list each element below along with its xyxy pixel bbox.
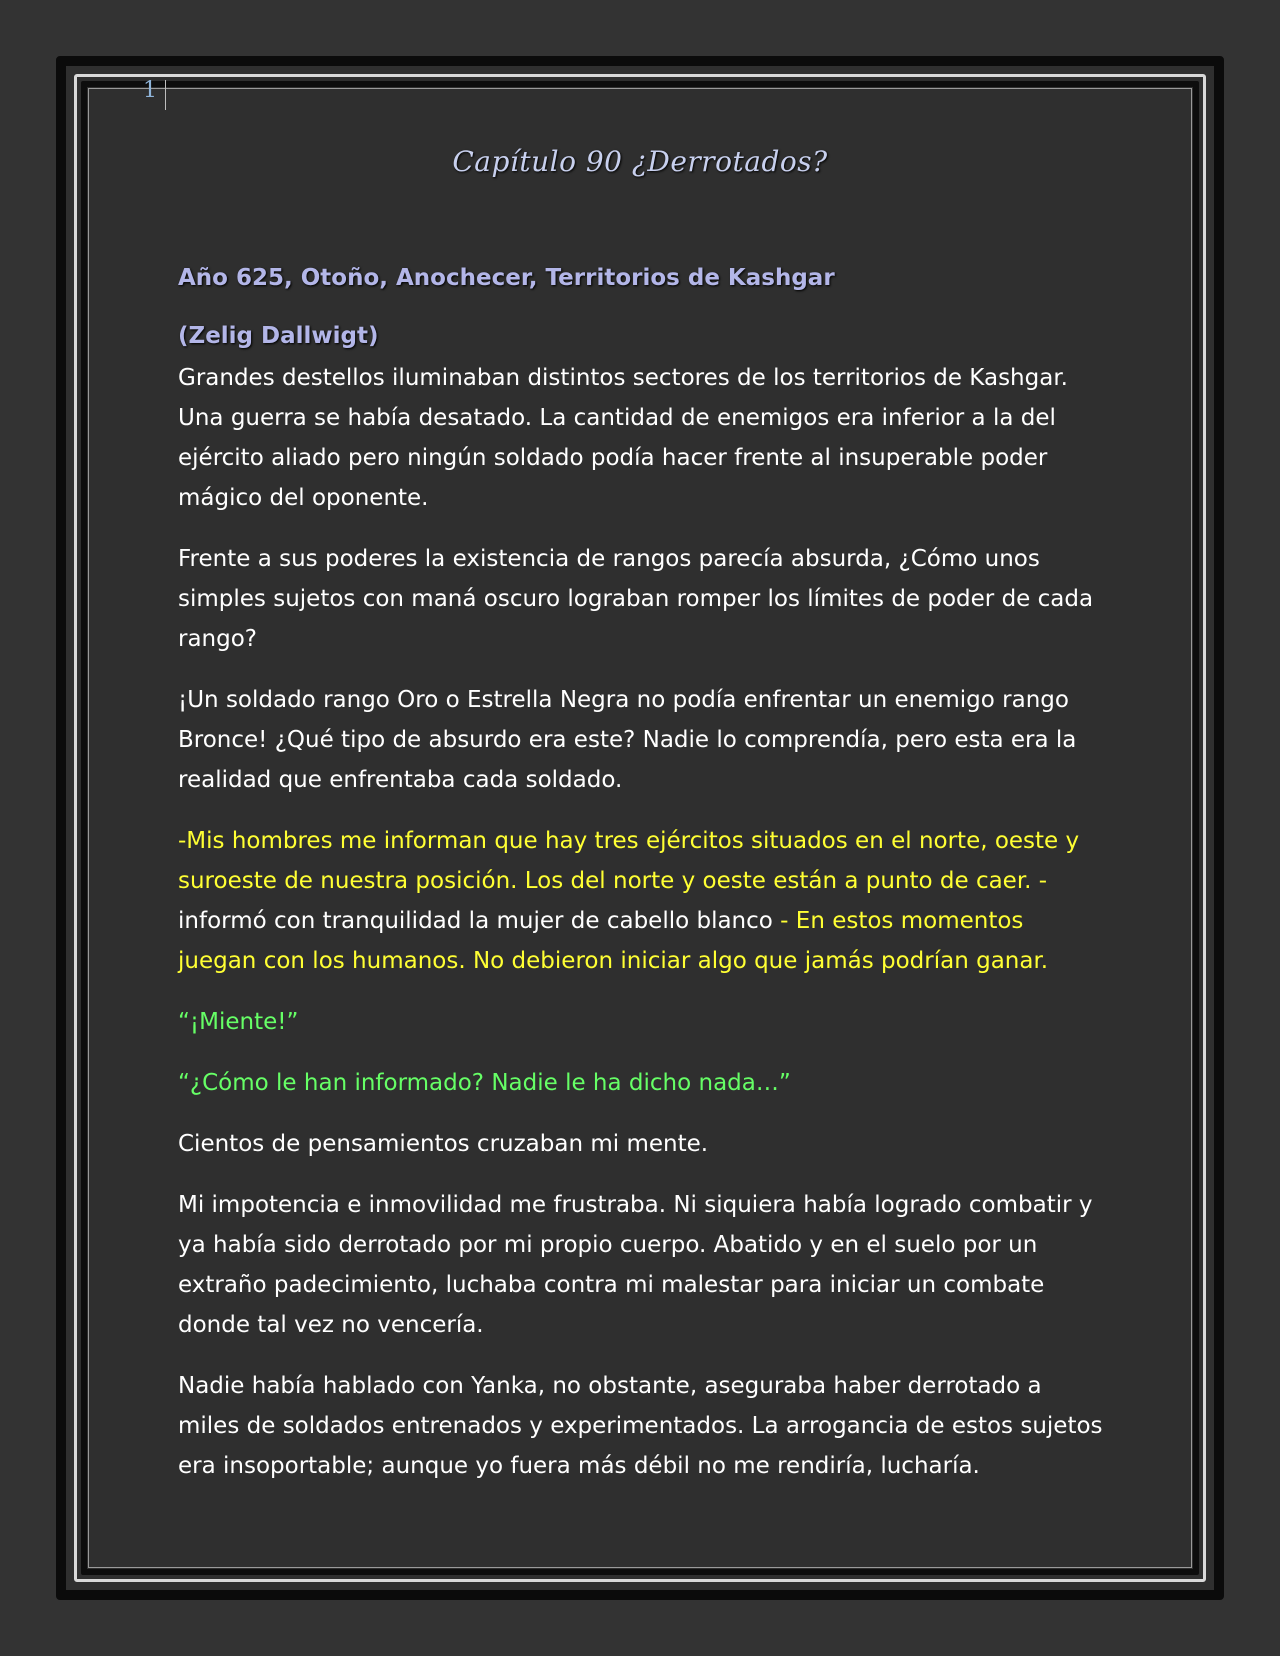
paragraph-2: Frente a sus poderes la existencia de rangos parecía absurda, ¿Cómo unos simples sujetos con maná oscuro lograban romper los límites de poder de cada rango? — [178, 546, 1094, 652]
paragraph-8: Mi impotencia e inmovilidad me frustraba. Ni siquiera había logrado combatir y ya había sido derrotado por mi propio cuerpo. Abatido y en el suelo por un extraño padecimiento, luchaba contra mi malestar para iniciar un combate donde tal vez no vencería. — [178, 1192, 1093, 1338]
paragraph-3: ¡Un soldado rango Oro o Estrella Negra no podía enfrentar un enemigo rango Bronce! ¿Qué tipo de absurdo era este? Nadie lo comprendía, pero esta era la realidad que enfrentaba cada soldado. — [178, 687, 1077, 793]
paragraph-7: Cientos de pensamientos cruzaban mi mente. — [178, 1131, 709, 1157]
pov-heading: (Zelig Dallwigt) — [178, 323, 379, 349]
thought-line-1: “¡Miente!” — [178, 1009, 299, 1035]
dialog-line-a: -Mis hombres me informan que hay tres ejércitos situados en el norte, oeste y suroeste de nuestra posición. Los del norte y oeste están a punto de caer. - — [178, 828, 1080, 894]
paragraph-1: Grandes destellos iluminaban distintos sectores de los territorios de Kashgar. Una guerra se había desatado. La cantidad de enemigos era inferior a la del ejército aliado pero ningún soldado podía hacer frente al insuperable poder mágico del oponente. — [178, 365, 1068, 511]
thought-line-2: “¿Cómo le han informado? Nadie le ha dicho nada…” — [178, 1070, 791, 1096]
chapter-title: Capítulo 90 ¿Derrotados? — [452, 145, 828, 178]
dialog-line-b: - En estos momentos juegan con los humanos. No debieron iniciar algo que jamás podrían ganar. — [178, 908, 1049, 974]
date-place-heading: Año 625, Otoño, Anochecer, Territorios de Kashgar — [178, 265, 835, 291]
paragraph-4 — [178, 821, 1108, 981]
paragraph-9: Nadie había hablado con Yanka, no obstante, aseguraba haber derrotado a miles de soldados entrenados y experimentados. La arrogancia de estos sujetos era insoportable; aunque yo fuera más débil no me rendiría, lucharía. — [178, 1373, 1103, 1479]
text-cursor — [165, 80, 166, 110]
page-number: 1 — [143, 78, 157, 103]
narration-line: informó con tranquilidad la mujer de cabello blanco — [178, 908, 781, 934]
chapter-body — [178, 258, 1108, 1507]
